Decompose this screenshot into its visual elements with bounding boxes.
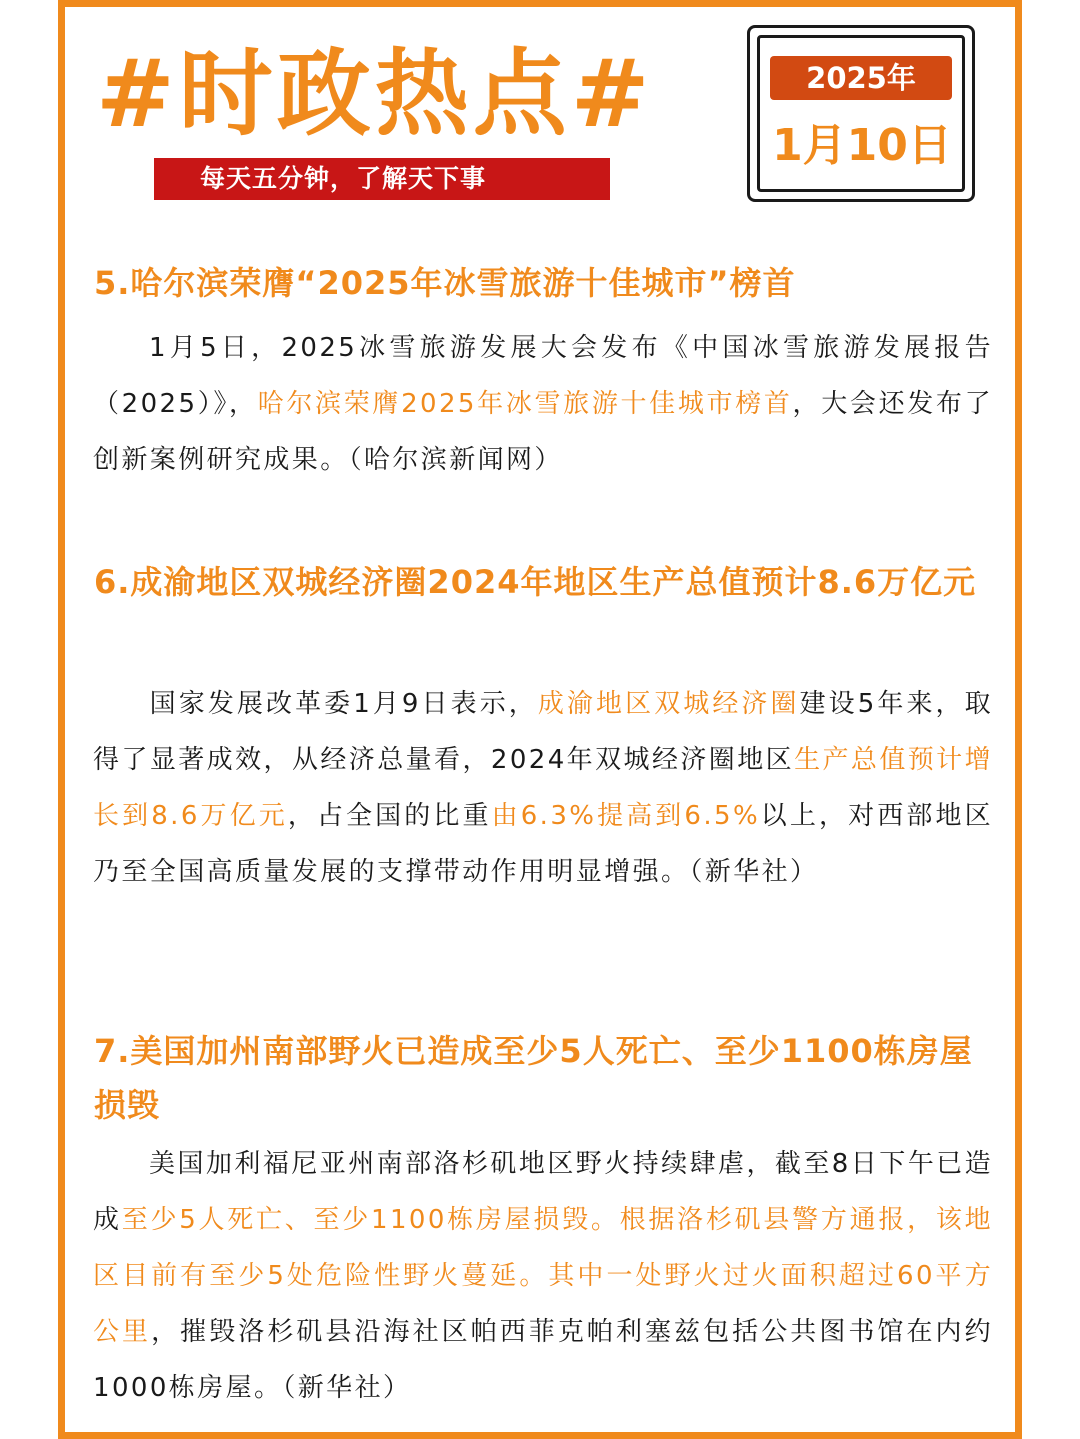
text-segment: 美国加利福尼亚州南部洛杉矶地区野火持续肆虐，截至8日下午已造成 [93, 1149, 993, 1235]
article-heading: 6.成渝地区双城经济圈2024年地区生产总值预计8.6万亿元 [94, 563, 977, 601]
text-segment: 建设5年来，取得了显著成效，从经济总量看，2024年双城经济圈地区 [93, 689, 994, 775]
text-segment: 以上，对西部地区乃至全国高质量发展的支撑带动作用明显增强。（新华社） [93, 801, 993, 887]
article-body [93, 1136, 993, 1416]
highlight-segment: 由6.3%提高到6.5% [491, 801, 761, 831]
text-segment: 国家发展改革委1月9日表示， [149, 689, 538, 719]
date-day: 1月10日 [772, 120, 952, 171]
article-heading: 5.哈尔滨荣膺“2025年冰雪旅游十佳城市”榜首 [94, 264, 796, 302]
highlight-segment: 哈尔滨荣膺2025年冰雪旅游十佳城市榜首 [257, 389, 793, 419]
highlight-segment: 生产总值预计增长到8.6万亿元 [93, 745, 993, 831]
page-title: #时政热点# [96, 40, 654, 149]
article-heading: 7.美国加州南部野火已造成至少5人死亡、至少1100栋房屋损毁 [94, 1032, 973, 1124]
text-segment: ，大会还发布了创新案例研究成果。（哈尔滨新闻网） [93, 389, 993, 475]
highlight-segment: 成渝地区双城经济圈 [537, 689, 800, 719]
text-segment: ，摧毁洛杉矶县沿海社区帕西菲克帕利塞兹包括公共图书馆在内约1000栋房屋。（新华社） [93, 1317, 993, 1403]
subtitle-banner: 每天五分钟，了解天下事 [154, 158, 610, 200]
article-body [93, 676, 993, 900]
article-body [93, 320, 993, 488]
text-segment: ，占全国的比重 [287, 801, 492, 831]
text-segment: 1月5日，2025冰雪旅游发展大会发布《中国冰雪旅游发展报告（2025）》， [93, 333, 993, 419]
year-badge: 2025年 [770, 56, 952, 100]
highlight-segment: 至少5人死亡、至少1100栋房屋损毁。根据洛杉矶县警方通报，该地区目前有至少5处危险性野火蔓延。其中一处野火过火面积超过60平方公里 [93, 1205, 993, 1347]
